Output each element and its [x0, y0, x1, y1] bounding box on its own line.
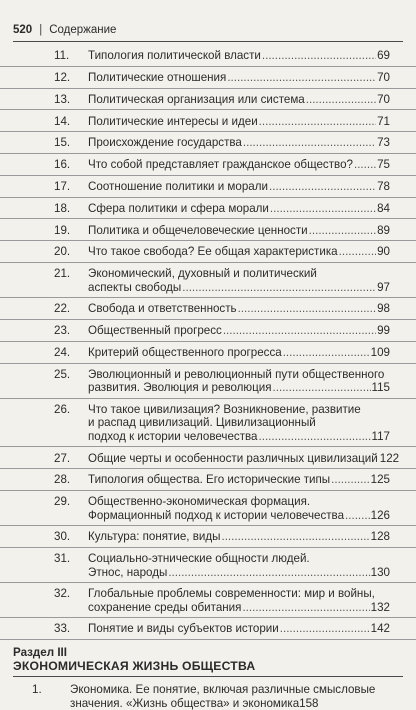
- toc-entry-title: [88, 302, 390, 315]
- toc-entry-line: [88, 587, 390, 600]
- toc-entry-page: 70: [377, 92, 390, 106]
- toc-entry-title: [88, 49, 390, 62]
- toc-entry-line: [88, 403, 390, 416]
- toc-entry-text: Сфера политики и сфера морали: [88, 201, 269, 215]
- dot-leader: [331, 473, 370, 486]
- toc-entry-title: [88, 495, 390, 522]
- toc-entry-line: [88, 601, 390, 614]
- toc-entry-number: 29.: [54, 495, 71, 509]
- toc-entry-line: [88, 245, 390, 258]
- toc-entry-text: Типология общества. Его исторические типы: [88, 473, 331, 487]
- toc-entry: [0, 364, 416, 399]
- toc-entry-number: 20.: [54, 245, 71, 259]
- toc-entry-title: [88, 403, 390, 443]
- dot-leader: [273, 381, 371, 394]
- toc-entry-page: 89: [377, 223, 390, 237]
- toc-entry: [0, 45, 416, 67]
- toc-entry-number: 18.: [54, 201, 71, 215]
- toc-entry-title: [88, 552, 390, 579]
- toc-entry-number: 31.: [54, 552, 71, 566]
- toc-entry: [0, 89, 416, 111]
- dot-leader: [242, 601, 369, 614]
- section-heading: [13, 646, 403, 673]
- dot-leader: [262, 49, 376, 62]
- toc-entry-text: Критерий общественного прогресса: [88, 345, 282, 359]
- toc-entry-line: [88, 324, 390, 337]
- toc-entry-title: [88, 587, 390, 614]
- toc-entry-number: 28.: [54, 473, 71, 487]
- toc-entry-page: 142: [370, 622, 390, 636]
- toc-entry-number: 22.: [54, 302, 71, 316]
- toc-entry-line: [88, 451, 400, 465]
- toc-entry-text: Эволюционный и революционный пути общественного: [88, 367, 385, 381]
- toc-entry-page: 109: [370, 345, 390, 359]
- toc-entry-page: 90: [377, 245, 390, 259]
- toc-entry-text: Политическая организация или система: [88, 92, 305, 106]
- toc-entry-page: 130: [370, 565, 390, 579]
- toc-entry: [0, 526, 416, 548]
- toc-entry-text: Общие черты и особенности различных цивилизаций: [88, 451, 378, 465]
- toc-entry: [0, 263, 416, 298]
- toc-entry-text: Понятие и виды субъектов истории: [88, 622, 279, 636]
- section-label: Раздел III: [13, 646, 67, 660]
- toc-entry: [0, 219, 416, 241]
- toc-entry-number: 25.: [54, 367, 71, 381]
- toc-entry-line: [70, 697, 403, 710]
- toc-entry-line: [88, 202, 390, 215]
- toc-entry: [0, 342, 416, 364]
- toc-entry-line: [88, 473, 390, 486]
- toc-entry-number: 15.: [54, 136, 71, 150]
- toc-entry-number: 12.: [54, 70, 71, 84]
- dot-leader: [309, 224, 376, 237]
- toc-entry-line: [88, 71, 390, 84]
- toc-entry-text: Что такое свобода? Ее общая характеристика: [88, 245, 338, 259]
- header-separator: |: [39, 24, 43, 36]
- toc-entry-text: Общественно-экономическая формация.: [88, 495, 311, 509]
- toc-entry-text: Этнос, народы: [88, 565, 168, 579]
- toc-entry-line: [88, 368, 390, 381]
- toc-entry-line: [88, 302, 390, 315]
- toc-entry-text: Политические отношения: [88, 70, 227, 84]
- toc-entry: [0, 491, 416, 526]
- toc-entry-text: Культура: понятие, виды: [88, 530, 221, 544]
- toc-entry-page: 70: [377, 70, 390, 84]
- toc-entry-text: Экономика. Ее понятие, включая различные смысловые: [70, 683, 376, 697]
- toc-entry-line: [88, 566, 390, 579]
- dot-leader: [182, 281, 376, 294]
- toc-entry: [0, 320, 416, 342]
- toc-entry-title: [88, 451, 400, 465]
- toc-entry-text: Что такое цивилизация? Возникновение, развитие: [88, 402, 361, 416]
- toc-entry-text: и распад цивилизаций. Цивилизационный: [88, 416, 316, 430]
- toc-entry-page: 69: [377, 49, 390, 63]
- toc-entry-page: 99: [377, 324, 390, 338]
- toc-entry-line: [88, 346, 390, 359]
- toc-entry-page: 158: [299, 696, 319, 710]
- toc-entry-number: 21.: [54, 267, 71, 281]
- toc-entry-line: [88, 267, 390, 280]
- toc-entry-text: Происхождение государства: [88, 136, 242, 150]
- toc-entry-text: Соотношение политики и морали: [88, 179, 268, 193]
- toc-entry-text: значения. «Жизнь общества» и экономика: [70, 696, 300, 710]
- toc-entry-title: [88, 202, 390, 215]
- toc-entry-line: [88, 622, 390, 635]
- dot-leader: [223, 324, 376, 337]
- toc-entry-line: [88, 281, 390, 294]
- dot-leader: [238, 302, 377, 315]
- dot-leader: [221, 530, 369, 543]
- toc-entry-number: 14.: [54, 114, 71, 128]
- toc-entry-number: 30.: [54, 530, 71, 544]
- toc-entry-page: 126: [370, 508, 390, 522]
- toc-entry-number: 1.: [32, 683, 42, 697]
- toc-entry-text: аспекты свободы: [88, 280, 182, 294]
- dot-leader: [243, 136, 376, 149]
- toc-entry: [0, 618, 416, 640]
- toc-entry-page: 97: [377, 280, 390, 294]
- header-title: Содержание: [49, 24, 117, 36]
- toc-entry-line: [88, 180, 390, 193]
- toc-entry: [0, 298, 416, 320]
- toc-entry-number: 13.: [54, 92, 71, 106]
- toc-entry-title: [88, 324, 390, 337]
- toc-entry-number: 32.: [54, 587, 71, 601]
- toc-entry-title: [88, 346, 390, 359]
- toc-entry-title: [88, 622, 390, 635]
- toc-entry-line: [88, 49, 390, 62]
- section-rule: [13, 676, 403, 677]
- toc-entry-title: [88, 158, 390, 171]
- toc-entry-title: [88, 473, 390, 486]
- toc-entry-number: 26.: [54, 402, 71, 416]
- toc-entry-page: 84: [377, 201, 390, 215]
- toc-entry-title: [70, 683, 403, 710]
- toc-entry-text: Типология политической власти: [88, 49, 261, 63]
- toc-entry-line: [88, 495, 390, 508]
- dot-leader: [168, 566, 369, 579]
- toc-entry-page: 132: [370, 600, 390, 614]
- dot-leader: [283, 346, 370, 359]
- section-title: ЭКОНОМИЧЕСКАЯ ЖИЗНЬ ОБЩЕСТВА: [13, 659, 256, 674]
- toc-entry-text: Общественный прогресс: [88, 324, 222, 338]
- toc-entry-line: [88, 552, 390, 565]
- toc-entry: [0, 548, 416, 583]
- toc-entry: [0, 241, 416, 263]
- toc-entry-title: [88, 115, 390, 128]
- toc-entry-title: [88, 93, 390, 106]
- dot-leader: [270, 202, 376, 215]
- toc-entry-text: Политика и общечеловеческие ценности: [88, 223, 308, 237]
- toc-entry-text: Что собой представляет гражданское общество?: [88, 158, 353, 172]
- toc-entry-page: 78: [377, 179, 390, 193]
- toc-entry-title: [88, 136, 390, 149]
- toc-entry: [0, 447, 416, 469]
- toc-entry-title: [88, 180, 390, 193]
- toc-list: [0, 45, 416, 640]
- toc-entry-line: [88, 430, 390, 443]
- toc-entry: [0, 110, 416, 132]
- toc-entry-text: Глобальные проблемы современности: мир и войны,: [88, 587, 375, 601]
- toc-entry-line: [88, 93, 390, 106]
- dot-leader: [306, 93, 376, 106]
- toc-entry: [0, 198, 416, 220]
- toc-entry-page: 128: [370, 530, 390, 544]
- toc-entry-text: развития. Эволюция и революция: [88, 381, 272, 395]
- toc-entry-line: [70, 683, 403, 696]
- toc-entry-line: [88, 416, 390, 429]
- toc-entry-page: 98: [377, 302, 390, 316]
- toc-entry-title: [88, 368, 390, 395]
- toc-entry-text: Экономический, духовный и политический: [88, 267, 317, 281]
- toc-entry-title: [88, 245, 390, 258]
- dot-leader: [259, 430, 371, 443]
- dot-leader: [345, 509, 370, 522]
- toc-entry-line: [88, 509, 390, 522]
- toc-entry-text: Политические интересы и идеи: [88, 114, 258, 128]
- dot-leader: [259, 115, 376, 128]
- toc-entry-title: [88, 267, 390, 294]
- toc-entry-line: [88, 115, 390, 128]
- toc-entry-page: 75: [377, 158, 390, 172]
- page-number: 520: [13, 24, 33, 36]
- dot-leader: [280, 622, 370, 635]
- toc-entry-line: [88, 158, 390, 171]
- toc-entry-number: 24.: [54, 345, 71, 359]
- toc-entry-page: 117: [371, 429, 390, 443]
- toc-entry-title: [88, 530, 390, 543]
- toc-entry-page: 115: [371, 381, 390, 395]
- toc-entry-page: 125: [370, 473, 390, 487]
- toc-entry-number: 17.: [54, 179, 71, 193]
- dot-leader: [269, 180, 376, 193]
- toc-entry-number: 19.: [54, 223, 71, 237]
- dot-leader: [354, 158, 376, 171]
- toc-entry-number: 33.: [54, 622, 71, 636]
- toc-entry-number: 11.: [54, 49, 70, 63]
- toc-entry-title: [88, 71, 390, 84]
- dot-leader: [339, 245, 376, 258]
- toc-entry-text: сохранение среды обитания: [88, 600, 242, 614]
- toc-entry-text: Социально-этнические общности людей.: [88, 552, 310, 566]
- toc-entry: [0, 132, 416, 154]
- toc-entry: [0, 399, 416, 448]
- toc-entry-text: Свобода и ответственность: [88, 302, 237, 316]
- toc-entry-page: 73: [377, 136, 390, 150]
- toc-entry-title: [88, 224, 390, 237]
- toc-entry-line: [88, 224, 390, 237]
- toc-entry-number: 23.: [54, 324, 71, 338]
- toc-entry-number: 16.: [54, 158, 71, 172]
- toc-entry: [0, 469, 416, 491]
- running-header: [13, 22, 116, 38]
- header-rule: [13, 41, 403, 42]
- toc-entry: [0, 67, 416, 89]
- toc-entry-number: 27.: [54, 451, 71, 465]
- dot-leader: [227, 71, 376, 84]
- toc-entry-text: Формационный подход к истории человечества: [88, 508, 345, 522]
- toc-entry-page: 71: [377, 114, 390, 128]
- toc-entry: [0, 176, 416, 198]
- toc-entry: [0, 583, 416, 618]
- toc-entry-line: [88, 136, 390, 149]
- toc-entry-line: [88, 530, 390, 543]
- toc-entry-line: [88, 381, 390, 394]
- toc-entry-text: подход к истории человечества: [88, 429, 258, 443]
- toc-entry: [0, 154, 416, 176]
- toc-entry-page: 122: [379, 451, 400, 465]
